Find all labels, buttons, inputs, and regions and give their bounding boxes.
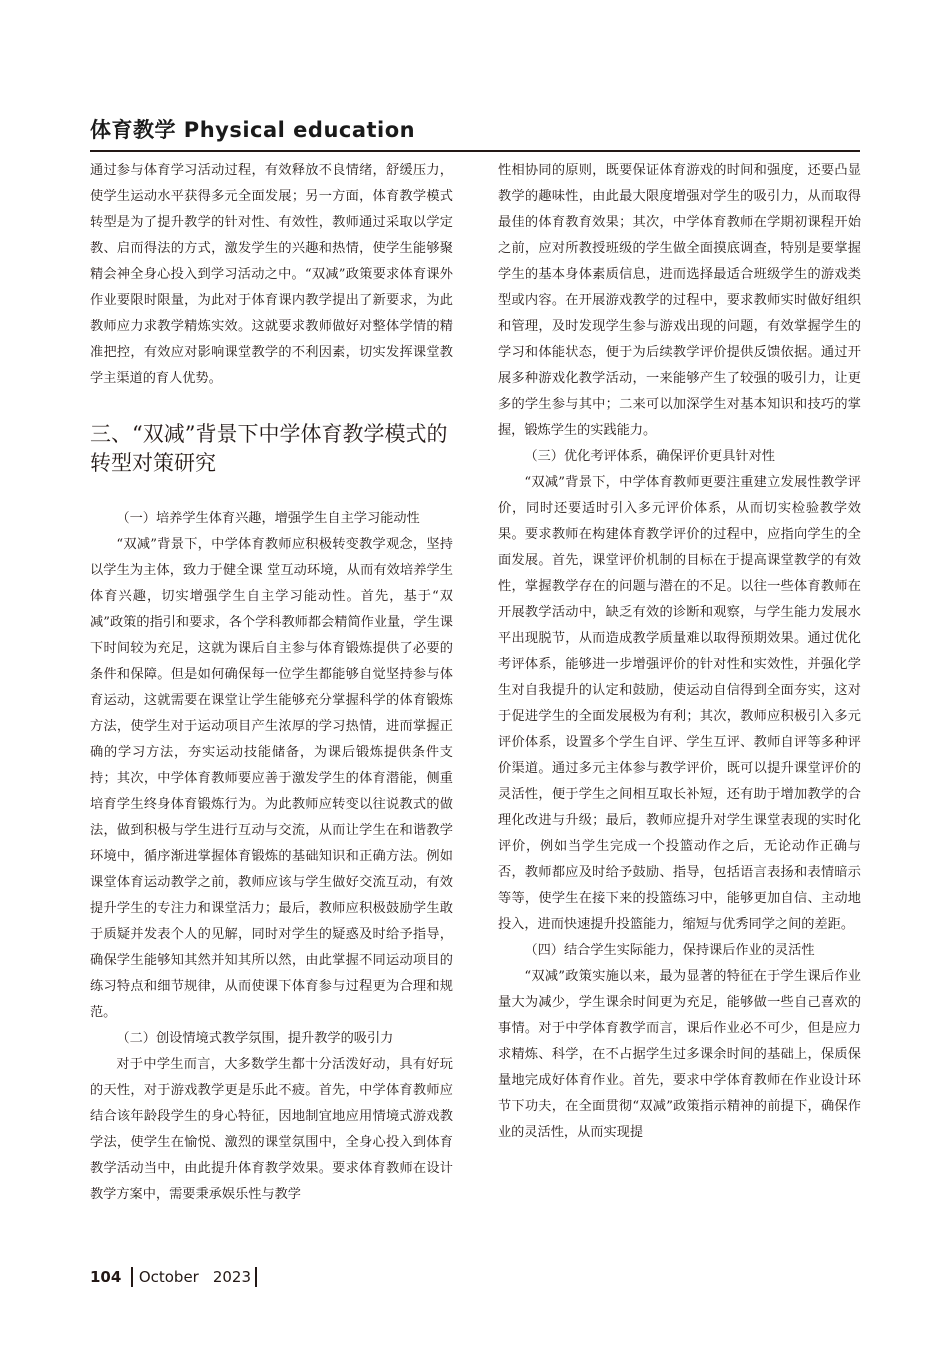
footer-divider [131, 1267, 133, 1287]
right-column [498, 158, 861, 1146]
subheading-3: （三）优化考评体系，确保评价更具针对性 [524, 449, 775, 464]
left-column [90, 158, 453, 1208]
subheading-4: （四）结合学生实际能力，保持课后作业的灵活性 [524, 943, 815, 958]
left-paragraph-3: 对于中学生而言，大多数学生都十分活泼好动，具有好玩的天性，对于游戏教学更是乐此不疲。首先，中学体育教师应结合该年龄段学生的身心特征，因地制宜地应用情境式游戏教学法，使学生在愉悦、激烈的课堂氛围中，全身心投入到体育教学活动当中，由此提升体育教学效果。要求体育教师在设计教学方案中，需要秉承娱乐性与教学 [90, 1057, 453, 1202]
page-number: 104 [90, 1268, 122, 1286]
header-divider [90, 150, 860, 152]
journal-section-title: 体育教学 Physical education [90, 118, 416, 142]
page-footer [90, 1266, 257, 1288]
issue-month: October [138, 1268, 199, 1286]
footer-divider-end [255, 1267, 257, 1287]
right-paragraph-1: 性相协同的原则，既要保证体育游戏的时间和强度，还要凸显教学的趣味性，由此最大限度增强对学生的吸引力，从而取得最佳的体育教育效果；其次，中学体育教师在学期初课程开始之前，应对所教授班级的学生做全面摸底调查，特别是要掌握学生的基本身体素质信息，进而选择最适合班级学生的游戏类型或内容。在开展游戏教学的过程中，要求教师实时做好组织和管理，及时发现学生参与游戏出现的问题，有效掌握学生的学习和体能状态，便于为后续教学评价提供反馈依据。通过开展多种游戏化教学活动，一来能够产生了较强的吸引力，让更多的学生参与其中；二来可以加深学生对基本知识和技巧的掌握，锻炼学生的实践能力。 [498, 163, 861, 438]
left-paragraph-1: 通过参与体育学习活动过程，有效释放不良情绪，舒缓压力，使学生运动水平获得多元全面发展；另一方面，体育教学模式转型是为了提升教学的针对性、有效性，教师通过采取以学定教、启而得法的方式，激发学生的兴趣和热情，使学生能够聚精会神全身心投入到学习活动之中。“双减”政策要求体育课外作业要限时限量，为此对于体育课内教学提出了新要求，为此教师应力求教学精炼实效。这就要求教师做好对整体学情的精准把控，有效应对影响课堂教学的不利因素，切实发挥课堂教学主渠道的育人优势。 [90, 163, 453, 386]
issue-year: 2023 [212, 1268, 252, 1286]
section-heading: 三、“双减”背景下中学体育教学模式的转型对策研究 [90, 422, 448, 475]
subheading-2: （二）创设情境式教学氛围，提升教学的吸引力 [116, 1031, 394, 1046]
right-paragraph-3: “双减”政策实施以来，最为显著的特征在于学生课后作业量大为减少，学生课余时间更为充足，能够做一些自己喜欢的事情。对于中学体育教学而言，课后作业必不可少，但是应力求精炼、科学，在不占据学生过多课余时间的基础上，保质保量地完成好体育作业。首先，要求中学体育教师在作业设计环节下功夫，在全面贯彻“双减”政策指示精神的前提下，确保作业的灵活性，从而实现提 [498, 969, 861, 1140]
left-paragraph-2: “双减”背景下，中学体育教师应积极转变教学观念，坚持以学生为主体，致力于健全课 堂互动环境，从而有效培养学生体育兴趣，切实增强学生自主学习能动性。首先，基于“双减”政策的指引和要求，各个学科教师都会精简作业量，学生课下时间较为充足，这就为课后自主参与体育锻炼提供了必要的条件和保障。但是如何确保每一位学生都能够自觉坚持参与体育运动，这就需要在课堂让学生能够充分掌握科学的体育锻炼方法，使学生对于运动项目产生浓厚的学习热情，进而掌握正确的学习方法，夯实运动技能储备，为课后锻炼提供条件支持；其次，中学体育教师要应善于激发学生的体育潜能，侧重培育学生终身体育锻炼行为。为此教师应转变以往说教式的做法，做到积极与学生进行互动与交流，从而让学生在和谐教学环境中，循序渐进掌握体育锻炼的基础知识和正确方法。例如课堂体育运动教学之前，教师应该与学生做好交流互动，有效提升学生的专注力和课堂活力；最后，教师应积极鼓励学生敢于质疑并发表个人的见解，同时对学生的疑惑及时给予指导，确保学生能够知其然并知其所以然，由此掌握不同运动项目的练习特点和细节规律，从而使课下体育参与过程更为合理和规范。 [90, 537, 453, 1020]
subheading-1: （一）培养学生体育兴趣，增强学生自主学习能动性 [116, 511, 420, 526]
right-paragraph-2: “双减”背景下，中学体育教师更要注重建立发展性教学评价，同时还要适时引入多元评价体系，从而切实检验教学效果。要求教师在构建体育教学评价的过程中，应指向学生的全面发展。首先，课堂评价机制的目标在于提高课堂教学的有效性，掌握教学存在的问题与潜在的不足。以往一些体育教师在开展教学活动中，缺乏有效的诊断和观察，与学生能力发展水平出现脱节，从而造成教学质量难以取得预期效果。通过优化考评体系，能够进一步增强评价的针对性和实效性，并强化学生对自我提升的认定和鼓励，使运动自信得到全面夯实，这对于促进学生的全面发展极为有利；其次，教师应积极引入多元评价体系，设置多个学生自评、学生互评、教师自评等多种评价渠道。通过多元主体参与教学评价，既可以提升课堂评价的灵活性，便于学生之间相互取长补短，还有助于增加教学的合理化改进与升级；最后，教师应提升对学生课堂表现的实时化评价，例如当学生完成一个投篮动作之后，无论动作正确与否，教师都应及时给予鼓励、指导，包括语言表扬和表情暗示等等，使学生在接下来的投篮练习中，能够更加自信、主动地投入，进而快速提升投篮能力，缩短与优秀同学之间的差距。 [498, 475, 861, 932]
